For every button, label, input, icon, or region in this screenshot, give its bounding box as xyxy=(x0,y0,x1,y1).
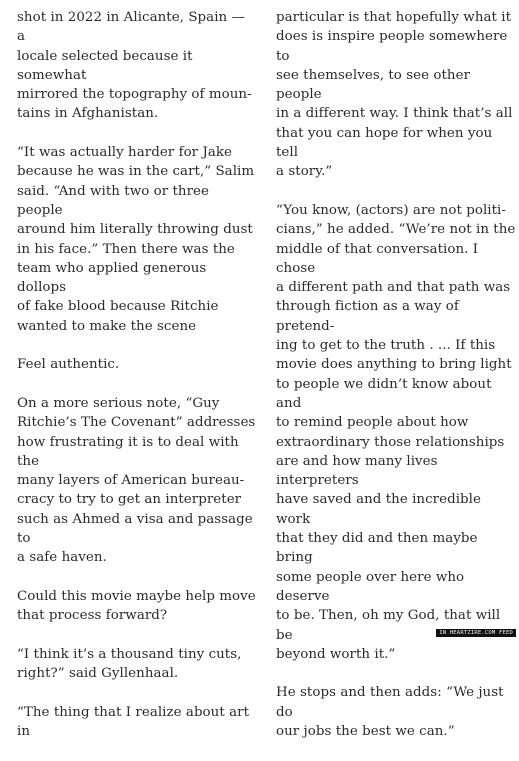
paragraph: “You know, (actors) are not politi- cians,” he added. “We’re not in the middle of that conversation. I chose a different path and that path was through fiction as a way of pretend- ing to get to the truth . ... If this movie does anything to bring light to people we didn’t know about and to remind people about how extraordinary those relationships are and how many lives interpreters have saved and the incredible work that they did and then maybe bring some people over here who deserve to be. Then, oh my God, that will be beyond worth it.” xyxy=(276,202,516,662)
paragraph: Feel authentic. xyxy=(17,357,120,373)
paragraph: He stops and then adds: “We just do our jobs the best we can.” xyxy=(276,685,504,739)
paragraph: shot in 2022 in Alicante, Spain — a locale selected because it somewhat mirrored the topography of moun- tains in Afghanistan. xyxy=(17,10,252,122)
watermark-badge: IN HEARTZIRE.COM FEED xyxy=(436,629,516,637)
paragraph: “It was actually harder for Jake because he was in the cart,” Salim said. “And with two or three people around him literally throwing dust in his face.” Then there was the team who applied generous dollops of fake blood because Ritchie wanted to make the scene xyxy=(17,145,255,334)
paragraph: “The thing that I realize about art in xyxy=(17,704,249,739)
article-column-left xyxy=(17,8,257,761)
article-column-right xyxy=(276,8,516,761)
paragraph: particular is that hopefully what it does is inspire people somewhere to see themselves, to see other people in a different way. I think that’s all that you can hope for when you tell a story.” xyxy=(276,10,513,180)
paragraph: On a more serious note, “Guy Ritchie’s The Covenant” addresses how frustrating it is to deal with the many layers of American bureau- cracy to try to get an interpreter such as Ahmed a visa and passage to a safe haven. xyxy=(17,395,256,566)
paragraph: Could this movie maybe help move that process forward? xyxy=(17,588,256,624)
paragraph: “I think it’s a thousand tiny cuts, right?” said Gyllenhaal. xyxy=(17,646,242,682)
